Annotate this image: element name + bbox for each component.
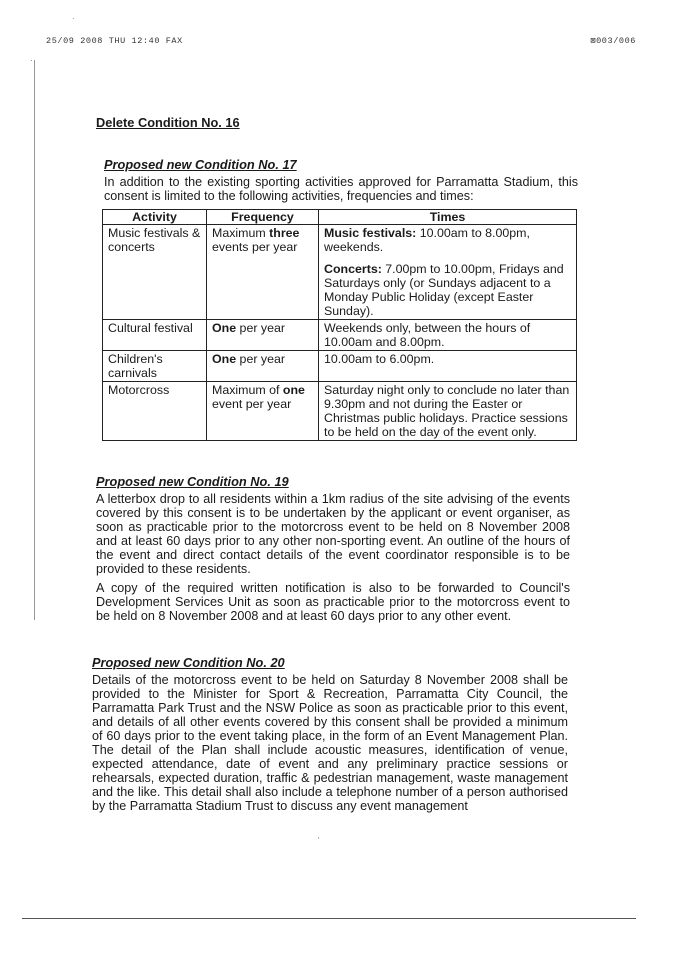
music-festival-times: Music festivals: 10.00am to 8.00pm, weekends. xyxy=(324,226,530,254)
frequency-cell: One per year xyxy=(207,320,319,351)
fax-timestamp: 25/09 2008 THU 12:40 FAX xyxy=(46,36,183,46)
margin-line xyxy=(34,60,35,620)
times-cell: 10.00am to 6.00pm. xyxy=(319,351,577,382)
condition-17-section xyxy=(104,158,578,203)
table-row xyxy=(103,320,577,351)
concert-times: Concerts: 7.00pm to 10.00pm, Fridays and Saturdays only (or Sundays adjacent to a Monday Public Holiday (except Easter Sunday). xyxy=(324,262,564,318)
frequency-cell: One per year xyxy=(207,351,319,382)
condition-19-heading: Proposed new Condition No. 19 xyxy=(96,474,289,489)
table-header-row xyxy=(103,210,577,225)
activity-cell: Motorcross xyxy=(103,382,207,441)
condition-19-paragraph-2: A copy of the required written notification is also to be forwarded to Council's Development Services Unit as soon as practicable prior to the motorcross event to be held on 8 November 2008 and at least 60 days prior to any other event. xyxy=(96,581,570,623)
condition-17-intro: In addition to the existing sporting activities approved for Parramatta Stadium, this consent is limited to the following activities, frequencies and times: xyxy=(104,175,578,203)
header-frequency: Frequency xyxy=(207,210,319,225)
condition-19-section xyxy=(96,475,570,623)
table-row xyxy=(103,225,577,320)
fax-header xyxy=(46,36,636,46)
header-activity: Activity xyxy=(103,210,207,225)
condition-20-paragraph: Details of the motorcross event to be held on Saturday 8 November 2008 shall be provided to the Minister for Sport & Recreation, Parramatta City Council, the Parramatta Park Trust and the NSW Police as soon as practicable prior to this event, and details of all other events covered by this consent shall be provided a minimum of 60 days prior to the event taking place, in the form of an Event Management Plan. The detail of the Plan shall include acoustic measures, identification of venue, expected attendance, date of event and any preliminary practice sessions or rehearsals, expected duration, traffic & pedestrian management, waste management and the like. This detail shall also include a telephone number of a person authorised by the Parramatta Stadium Trust to discuss any event management xyxy=(92,673,568,813)
condition-17-table xyxy=(102,209,577,441)
fax-page-count: ⊠003/006 xyxy=(590,36,636,46)
delete-condition-heading: Delete Condition No. 16 xyxy=(96,115,240,130)
frequency-cell: Maximum of one event per year xyxy=(207,382,319,441)
scan-speck: · xyxy=(72,14,75,23)
times-cell xyxy=(319,225,577,320)
condition-20-section xyxy=(92,656,568,813)
activity-cell: Cultural festival xyxy=(103,320,207,351)
activity-cell: Music festivals & concerts xyxy=(103,225,207,320)
times-cell: Weekends only, between the hours of 10.00am and 8.00pm. xyxy=(319,320,577,351)
margin-mark: · xyxy=(30,56,33,65)
table-row xyxy=(103,351,577,382)
times-cell: Saturday night only to conclude no later than 9.30pm and not during the Easter or Christmas public holidays. Practice sessions to be held on the day of the event only. xyxy=(319,382,577,441)
page-footer-rule xyxy=(22,918,636,919)
condition-17-table-wrap xyxy=(96,209,577,441)
condition-20-heading: Proposed new Condition No. 20 xyxy=(92,655,285,670)
frequency-cell: Maximum three events per year xyxy=(207,225,319,320)
scan-speck: ' xyxy=(318,836,320,845)
condition-19-paragraph-1: A letterbox drop to all residents within a 1km radius of the site advising of the events covered by this consent is to be undertaken by the applicant or event organiser, as soon as practicable prior to the motorcross event to be held on 8 November 2008 and at least 60 days prior to any other non-sporting event. An outline of the hours of the event and direct contact details of the event coordinator responsible is to be provided to these residents. xyxy=(96,492,570,576)
activity-cell: Children's carnivals xyxy=(103,351,207,382)
header-times: Times xyxy=(319,210,577,225)
condition-17-heading: Proposed new Condition No. 17 xyxy=(104,157,297,172)
table-row xyxy=(103,382,577,441)
